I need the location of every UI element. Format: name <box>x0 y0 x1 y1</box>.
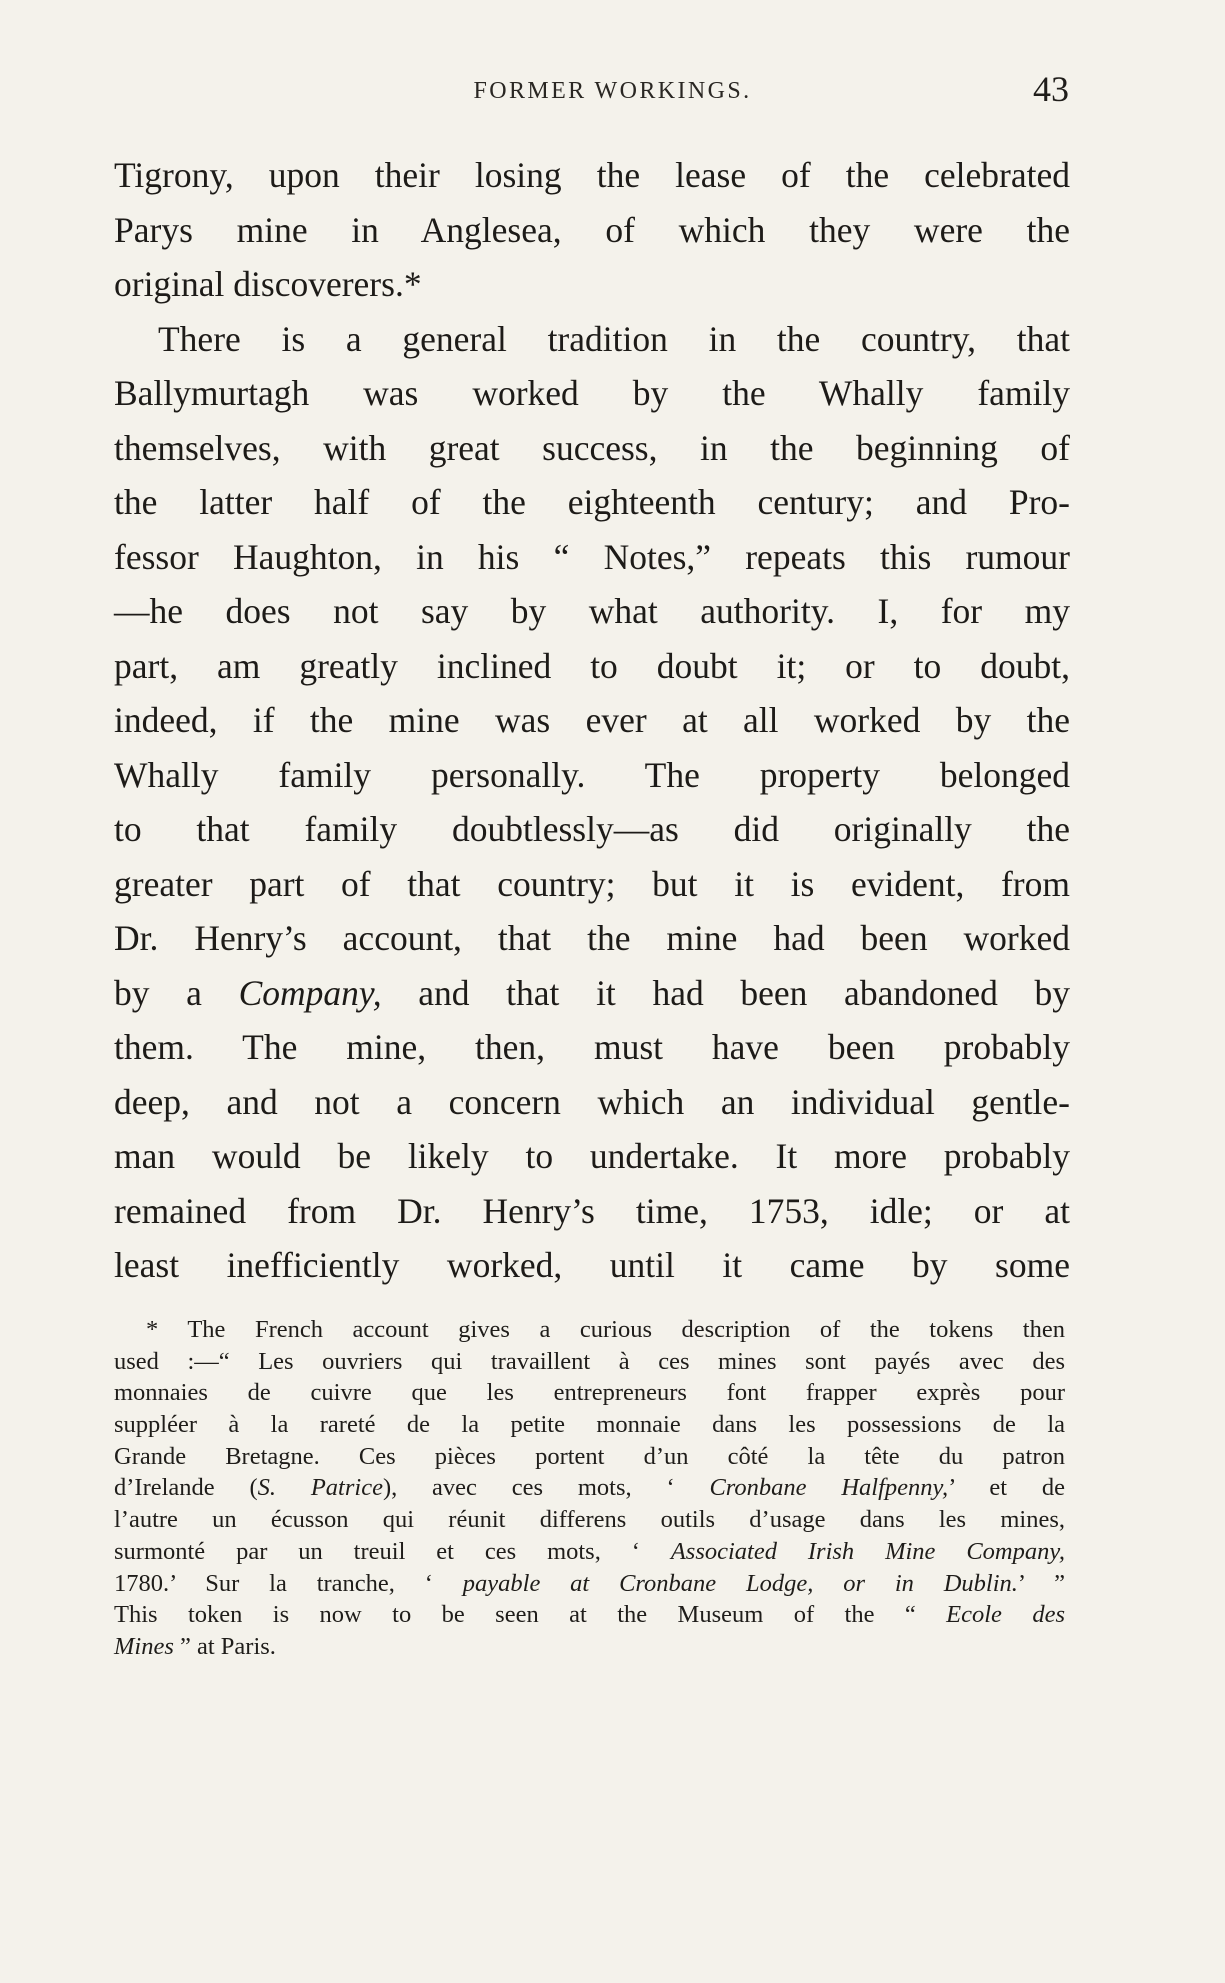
footnote-line <box>114 1536 1065 1568</box>
text-run: surmonté par un treuil et ces mots, ‘ <box>114 1537 671 1565</box>
text-run: ’ ” <box>1017 1569 1065 1597</box>
text-line: Dr. Henry’s account, that the mine had been worked <box>114 918 1070 958</box>
text-line: original discoverers.* <box>114 264 422 304</box>
text-line: themselves, with great success, in the beginning of <box>114 427 1070 468</box>
footnote-line <box>114 1568 1065 1600</box>
text-line: to that family doubtlessly—as did originally the <box>114 809 1070 849</box>
text-line: the latter half of the eighteenth century; and Pro- <box>114 482 1070 522</box>
text-line: man would be likely to undertake. It more probably <box>114 1136 1070 1176</box>
footnote-line <box>114 1599 1065 1631</box>
text-line: them. The mine, then, must have been probably <box>114 1027 1070 1067</box>
text-line: greater part of that country; but it is evident, from <box>114 863 1070 904</box>
footnote-line <box>114 1631 1065 1663</box>
page-number: 43 <box>1033 69 1069 109</box>
italic-run: S. Patrice <box>257 1474 383 1502</box>
footnote <box>114 1314 1065 1663</box>
italic-run: Cronbane Halfpenny, <box>709 1474 949 1502</box>
running-head <box>0 68 1225 118</box>
footnote-line <box>114 1472 1065 1504</box>
text-line: Whally family personally. The property belonged <box>114 754 1070 795</box>
text-run: d’Irelande ( <box>114 1474 258 1502</box>
text-run: 1780.’ Sur la tranche, ‘ <box>114 1569 463 1597</box>
text-run: ” at Paris. <box>173 1632 276 1660</box>
body-paragraphs <box>114 148 1070 1293</box>
italic-run: Ecole des <box>946 1601 1065 1629</box>
text-run: ’ et de <box>948 1474 1065 1502</box>
text-line: part, am greatly inclined to doubt it; or to doubt, <box>114 645 1070 686</box>
footnote-line: l’autre un écusson qui réunit differens outils d’usage dans les mines, <box>114 1506 1065 1534</box>
text-line: —he does not say by what authority. I, for my <box>114 591 1070 631</box>
text-run: ), avec ces mots, ‘ <box>382 1474 710 1502</box>
footnote-line: * The French account gives a curious description of the tokens then <box>146 1316 1065 1343</box>
text-line <box>114 966 1070 1021</box>
footnote-line: used :—“ Les ouvriers qui travaillent à ces mines sont payés avec des <box>114 1347 1065 1375</box>
text-line: Tigrony, upon their losing the lease of the celebrated <box>114 155 1070 195</box>
text-line: fessor Haughton, in his “ Notes,” repeats this rumour <box>114 536 1070 577</box>
footnote-line: suppléer à la rareté de la petite monnaie dans les possessions de la <box>114 1411 1065 1439</box>
text-run: by a <box>114 972 239 1013</box>
footnote-line: monnaies de cuivre que les entrepreneurs font frapper exprès pour <box>114 1379 1065 1407</box>
text-run: and that it had been abandoned by <box>381 972 1070 1013</box>
text-line: indeed, if the mine was ever at all worked by the <box>114 700 1070 740</box>
text-line: Parys mine in Anglesea, of which they were the <box>114 209 1070 250</box>
text-run: This token is now to be seen at the Museum of the “ <box>114 1601 947 1629</box>
text-line: least inefficiently worked, until it came by some <box>114 1245 1070 1285</box>
running-title: FORMER WORKINGS. <box>473 78 752 104</box>
italic-run: Mines <box>114 1632 174 1660</box>
footnote-line: Grande Bretagne. Ces pièces portent d’un côté la tête du patron <box>114 1442 1065 1470</box>
italic-run: payable at Cronbane Lodge, or in Dublin. <box>462 1569 1018 1597</box>
italic-run: Company, <box>238 972 382 1013</box>
text-line: deep, and not a concern which an individual gentle- <box>114 1081 1070 1122</box>
text-line: Ballymurtagh was worked by the Whally family <box>114 373 1070 413</box>
text-line: remained from Dr. Henry’s time, 1753, idle; or at <box>114 1190 1070 1231</box>
italic-run: Associated Irish Mine Company, <box>670 1537 1065 1565</box>
text-line: There is a general tradition in the country, that <box>158 318 1070 359</box>
